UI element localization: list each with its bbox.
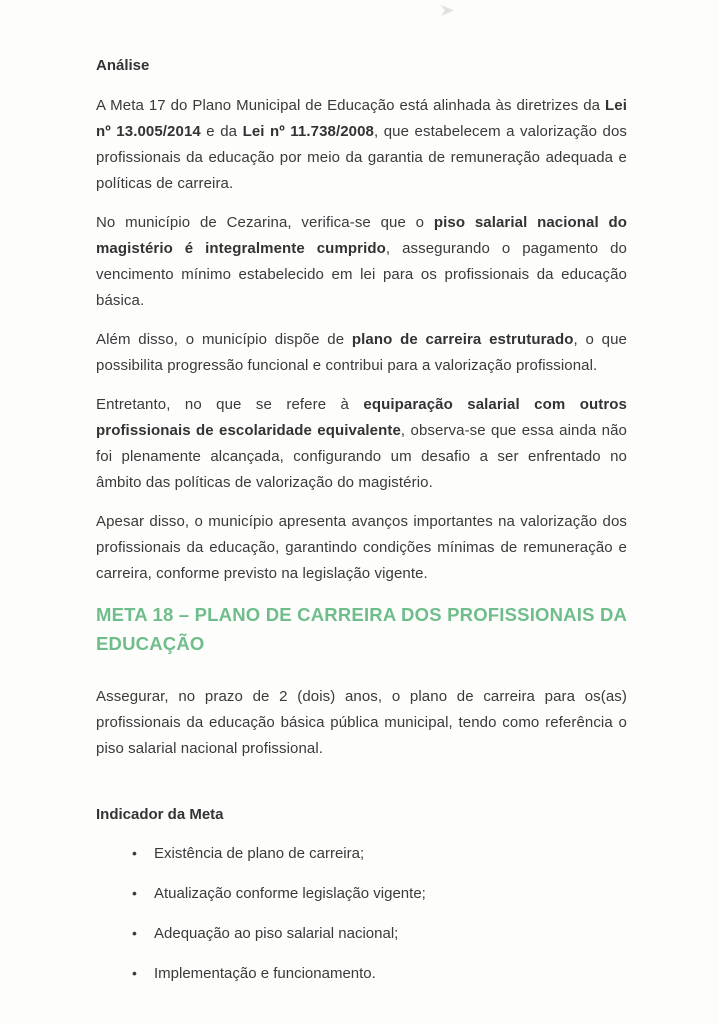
paragraph-plano-carreira: Além disso, o município dispõe de plano de carreira estruturado, o que possibilita progressão funcional e contribui para a valorização profissional. bbox=[96, 331, 627, 374]
list-item-text: Existência de plano de carreira; bbox=[154, 845, 365, 862]
list-item-text: Adequação ao piso salarial nacional; bbox=[154, 925, 399, 942]
paragraph-meta18-description: Assegurar, no prazo de 2 (dois) anos, o plano de carreira para os(as) profissionais da educação básica pública municipal, tendo como referência o piso salarial nacional profissional. bbox=[96, 688, 627, 757]
indicator-heading: Indicador da Meta bbox=[96, 806, 224, 823]
list-item bbox=[132, 964, 627, 983]
bullet-icon: • bbox=[132, 965, 137, 981]
paragraph-avancos: Apesar disso, o município apresenta avanços importantes na valorização dos profissionais da educação, garantindo condições mínimas de remuneração e carreira, conforme previsto na legislação vigente. bbox=[96, 513, 627, 582]
bullet-icon: • bbox=[132, 925, 137, 941]
bullet-icon: • bbox=[132, 845, 137, 861]
paragraph-meta17-alignment: A Meta 17 do Plano Municipal de Educação está alinhada às diretrizes da Lei nº 13.005/2014 e da Lei nº 11.738/2008, que estabelecem a valorização dos profissionais da educação por meio da garantia de remuneração adequada e políticas de carreira. bbox=[96, 97, 627, 192]
list-item bbox=[132, 924, 627, 943]
list-item-text: Implementação e funcionamento. bbox=[154, 965, 376, 982]
indicator-list bbox=[96, 844, 627, 983]
list-item bbox=[132, 844, 627, 863]
paragraph-equiparacao: Entretanto, no que se refere à equiparação salarial com outros profissionais de escolaridade equivalente, observa-se que essa ainda não foi plenamente alcançada, configurando um desafio a ser enfrentado no âmbito das políticas de valorização do magistério. bbox=[96, 396, 627, 491]
analysis-heading: Análise bbox=[96, 57, 150, 74]
list-item bbox=[132, 884, 627, 903]
list-item-text: Atualização conforme legislação vigente; bbox=[154, 885, 426, 902]
meta18-heading: META 18 – PLANO DE CARREIRA DOS PROFISSIONAIS DA EDUCAÇÃO bbox=[96, 604, 627, 654]
paragraph-piso-salarial: No município de Cezarina, verifica-se que o piso salarial nacional do magistério é integralmente cumprido, assegurando o pagamento do vencimento mínimo estabelecido em lei para os profissionais da educação básica. bbox=[96, 214, 627, 309]
bullet-icon: • bbox=[132, 885, 137, 901]
